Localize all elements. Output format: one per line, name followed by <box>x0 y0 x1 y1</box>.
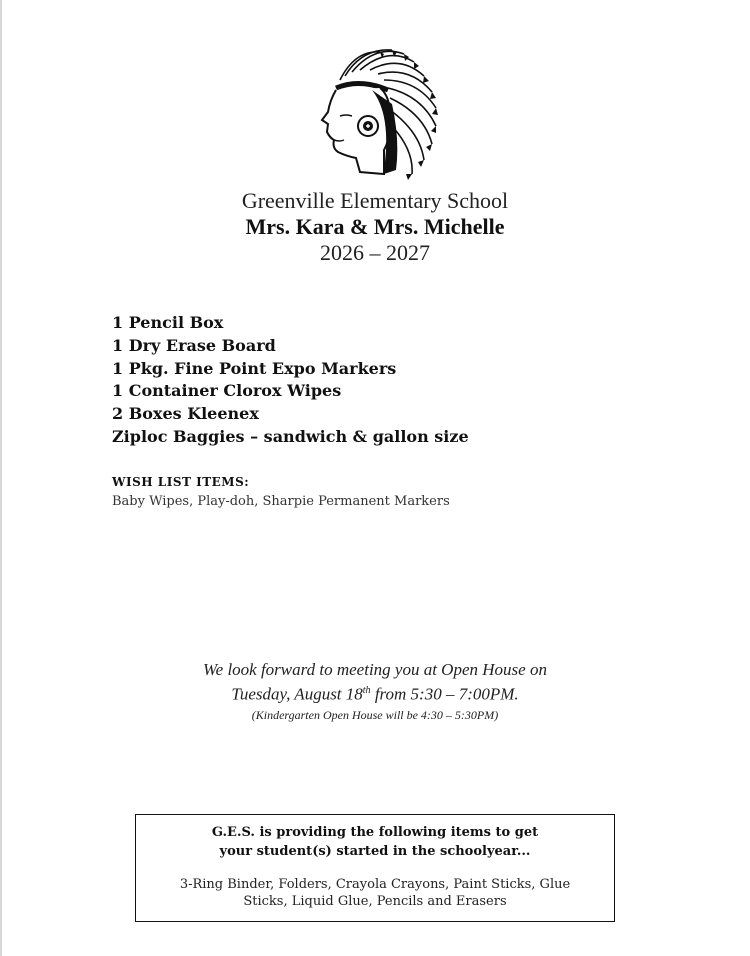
open-house-date-suffix: th <box>362 685 371 696</box>
header <box>0 188 750 266</box>
open-house-date: Tuesday, August 18 <box>231 684 363 704</box>
ges-items: 3-Ring Binder, Folders, Crayola Crayons, Paint Sticks, Glue Sticks, Liquid Glue, Pencils and Erasers <box>179 877 571 909</box>
supply-item: 1 Container Clorox Wipes <box>112 381 342 401</box>
school-logo-icon <box>300 40 450 190</box>
school-name: Greenville Elementary School <box>241 188 509 213</box>
open-house-notice <box>0 659 750 725</box>
supply-item: 2 Boxes Kleenex <box>112 404 259 424</box>
open-house-line2 <box>0 680 750 705</box>
supply-item: 1 Pkg. Fine Point Expo Markers <box>112 358 397 378</box>
kindergarten-note: (Kindergarten Open House will be 4:30 – 5:30PM) <box>251 707 499 722</box>
wish-list-title: WISH LIST ITEMS: <box>112 475 250 489</box>
supply-list <box>112 312 469 449</box>
ges-provided-box <box>135 814 615 922</box>
open-house-time: from 5:30 – 7:00PM. <box>370 684 519 704</box>
teacher-names: Mrs. Kara & Mrs. Michelle <box>245 214 505 239</box>
ges-heading: G.E.S. is providing the following items to get your student(s) started in the schoolyear... <box>211 825 539 859</box>
page-edge <box>0 0 2 956</box>
wish-list-items: Baby Wipes, Play-doh, Sharpie Permanent Markers <box>112 494 450 509</box>
supply-item: 1 Dry Erase Board <box>112 335 276 355</box>
supply-item: 1 Pencil Box <box>112 313 224 332</box>
open-house-line1: We look forward to meeting you at Open House on <box>203 660 547 679</box>
supply-item: Ziploc Baggies – sandwich & gallon size <box>112 426 469 446</box>
school-year: 2026 – 2027 <box>320 240 430 265</box>
